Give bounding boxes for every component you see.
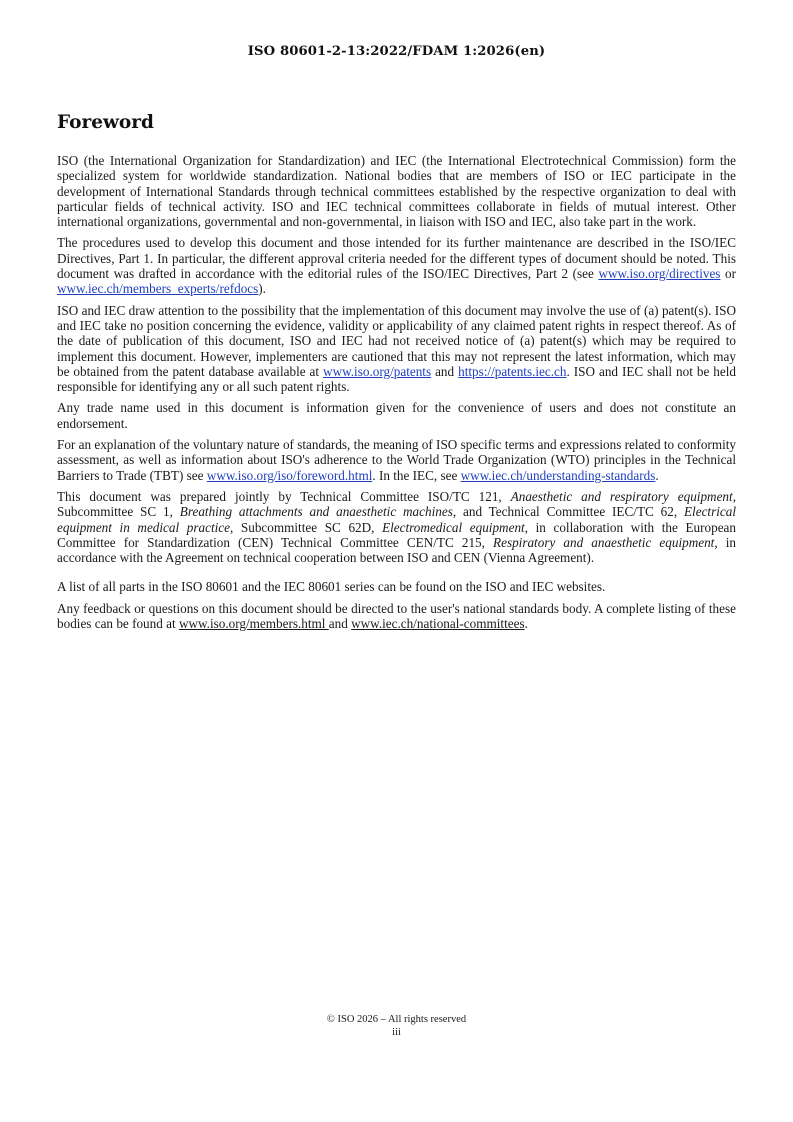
link-iso-directives[interactable]: www.iso.org/directives <box>598 266 721 282</box>
text-span: and <box>431 363 459 379</box>
link-iec-national-committees[interactable]: www.iec.ch/national-committees <box>351 616 525 632</box>
text-span: This document was prepared jointly by Technical Committee ISO/TC 121, <box>57 488 511 504</box>
paragraph-trade-name: Any trade name used in this document is information given for the convenience of users and does not constitute an endorsement. <box>57 400 736 431</box>
foreword-body <box>57 153 736 637</box>
paragraph-voluntary-nature <box>57 437 736 483</box>
text-span: , and Technical Committee IEC/TC 62, <box>452 504 684 520</box>
document-id-header: ISO 80601-2-13:2022/FDAM 1:2026(en) <box>247 44 546 59</box>
link-iec-patents[interactable]: https://patents.iec.ch <box>458 363 567 379</box>
text-span: . <box>655 467 659 483</box>
link-iso-patents[interactable]: www.iso.org/patents <box>323 363 432 379</box>
committee-title-iec-tc62: Electrical equipment in medical practice <box>57 504 736 535</box>
text-span: Any feedback or questions on this document should be directed to the user's national standards body. A complete listing of these bodies can be found at <box>57 600 736 632</box>
text-span: The procedures used to develop this document and those intended for its further maintenance are described in the ISO/IEC Directives, Part 1. In particular, the different approval criteria needed for the different types of document should be noted. This document was drafted in accordance with the editorial rules of the ISO/IEC Directives, Part 2 (see <box>57 235 736 282</box>
text-span: , in accordance with the Agreement on technical cooperation between ISO and CEN (Vienna Agreement). <box>57 534 737 566</box>
link-iec-understanding-standards[interactable]: www.iec.ch/understanding-standards <box>460 467 656 483</box>
text-span: . <box>524 616 528 632</box>
page-title: Foreword <box>57 112 154 133</box>
subcommittee-title-sc62d: Electromedical equipment <box>382 519 525 535</box>
text-span: , Subcommittee SC 1, <box>57 488 736 520</box>
link-iec-refdocs[interactable]: www.iec.ch/members_experts/refdocs <box>57 281 259 297</box>
subcommittee-title-sc1: Breathing attachments and anaesthetic machines <box>179 504 453 520</box>
text-span: and <box>328 616 352 632</box>
committee-title-iso-tc121: Anaesthetic and respiratory equipment <box>510 488 733 504</box>
link-iso-members[interactable]: www.iso.org/members.html <box>178 616 329 632</box>
text-span: . ISO and IEC shall not be held responsible for identifying any or all such patent rights. <box>57 363 736 395</box>
page-number: iii <box>392 1027 401 1038</box>
text-span: For an explanation of the voluntary nature of standards, the meaning of ISO specific terms and expressions related to conformity assessment, as well as information about ISO's adherence to the World Trade Organization (WTO) principles in the Technical Barriers to Trade (TBT) see <box>57 437 736 483</box>
paragraph-prepared-by <box>57 489 736 565</box>
text-span: ISO and IEC draw attention to the possibility that the implementation of this document may involve the use of (a) patent(s). ISO and IEC take no position concerning the evidence, validity or applicability of any claimed patent rights in respect thereof. As of the date of publication of this document, ISO and IEC had not received notice of (a) patent(s) which may be required to implement this document. However, implementers are cautioned that this may not represent the latest information, which may be obtained from the patent database available at <box>57 302 736 379</box>
text-span: or <box>720 266 736 282</box>
paragraph-procedures <box>57 235 736 296</box>
paragraph-parts-list: A list of all parts in the ISO 80601 and the IEC 80601 series can be found on the ISO and IEC websites. <box>57 579 606 595</box>
text-span: , in collaboration with the European Committee for Standardization (CEN) Technical Committee CEN/TC 215, <box>57 519 736 550</box>
committee-title-cen-tc215: Respiratory and anaesthetic equipment <box>493 534 715 550</box>
text-span: . In the IEC, see <box>372 467 461 483</box>
paragraph-iso-iec-intro: ISO (the International Organization for Standardization) and IEC (the International Electrotechnical Commission) form the specialized system for worldwide standardization. National bodies that are members of ISO or IEC participate in the development of International Standards through technical committees established by the respective organization to deal with particular fields of technical activity. ISO and IEC technical committees collaborate in fields of mutual interest. Other international organizations, governmental and non-governmental, in liaison with ISO and IEC, also take part in the work. <box>57 153 736 230</box>
paragraph-feedback <box>57 601 736 632</box>
text-span: , Subcommittee SC 62D, <box>230 519 383 535</box>
paragraph-patents <box>57 303 736 395</box>
page-footer <box>0 1013 793 1039</box>
copyright-notice: © ISO 2026 – All rights reserved <box>326 1014 467 1025</box>
link-iso-foreword[interactable]: www.iso.org/iso/foreword.html <box>206 467 373 483</box>
text-span: ). <box>258 281 266 297</box>
